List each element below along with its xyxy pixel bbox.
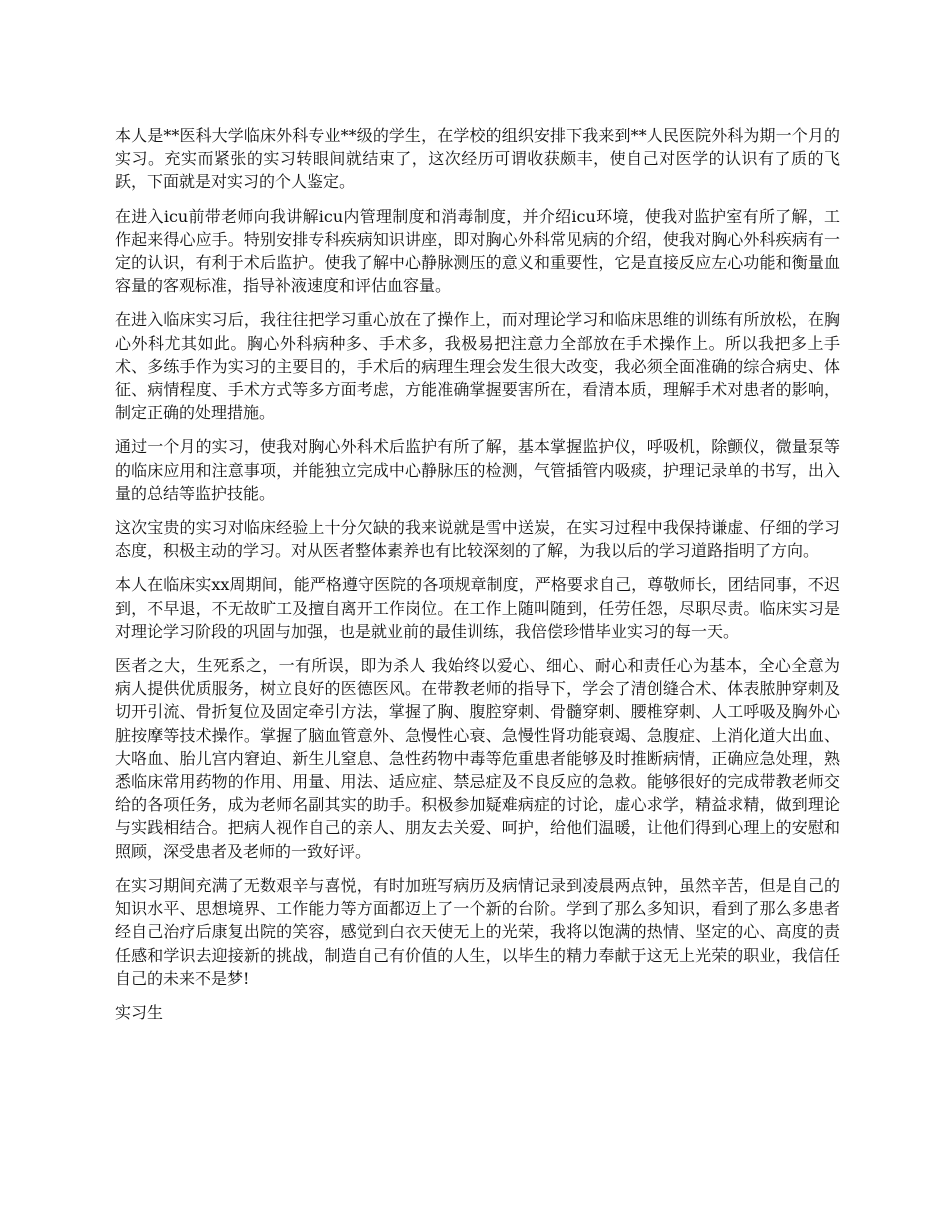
signature: 实习生 (115, 1002, 164, 1022)
paragraph-gains: 这次宝贵的实习对临床经验上十分欠缺的我来说就是雪中送炭，在实习过程中我保持谦虚、仔细的学习态度，积极主动的学习。对从医者整体素养也有比较深刻的了解，为我以后的学习道路指明了方向。 (115, 518, 840, 561)
paragraph-conclusion: 在实习期间充满了无数艰辛与喜悦，有时加班写病历及病情记录到凌晨两点钟，虽然辛苦，但是自己的知识水平、思想境界、工作能力等方面都迈上了一个新的台阶。学到了那么多知识，看到了那么多患者经自己治疗后康复出院的笑容，感觉到白衣天使无上的光荣，我将以饱满的热情、坚定的心、高度的责任感和学识去迎接新的挑战，制造自己有价值的人生，以毕生的精力奉献于这无上光荣的职业，我信任自己的未来不是梦! (115, 875, 840, 988)
paragraph-intro: 本人是**医科大学临床外科专业**级的学生，在学校的组织安排下我来到**人民医院外科为期一个月的实习。充实而紧张的实习转眼间就结束了，这次经历可谓收获颇丰，使自己对医学的认识有了质的飞跃，下面就是对实习的个人鉴定。 (115, 126, 840, 192)
paragraph-monitoring-skills: 通过一个月的实习，使我对胸心外科术后监护有所了解，基本掌握监护仪，呼吸机，除颤仪，微量泵等的临床应用和注意事项，并能独立完成中心静脉压的检测，气管插管内吸痰，护理记录单的书写，出入量的总结等监护技能。 (115, 437, 840, 503)
paragraph-medical-ethics: 医者之大，生死系之，一有所误，即为杀人 我始终以爱心、细心、耐心和责任心为基本，全心全意为病人提供优质服务，树立良好的医德医风。在带教老师的指导下，学会了清创缝合术、体表脓肿穿刺及切开引流、骨折复位及固定牵引方法，掌握了胸、腹腔穿刺、骨髓穿刺、腰椎穿刺、人工呼吸及胸外心脏按摩等技术操作。掌握了脑血管意外、急慢性心衰、急慢性肾功能衰竭、急腹症、上消化道大出血、大咯血、胎儿宫内窘迫、新生儿窒息、急性药物中毒等危重患者能够及时推断病情，正确应急处理，熟悉临床常用药物的作用、用量、用法、适应症、禁忌症及不良反应的急救。能够很好的完成带教老师交给的各项任务，成为老师名副其实的助手。积极参加疑难病症的讨论，虚心求学，精益求精，做到理论与实践相结合。把病人视作自己的亲人、朋友去关爱、呵护，给他们温暖，让他们得到心理上的安慰和照顾，深受患者及老师的一致好评。 (115, 656, 840, 861)
paragraph-clinical-practice: 在进入临床实习后，我往往把学习重心放在了操作上，而对理论学习和临床思维的训练有所放松，在胸心外科尤其如此。胸心外科病种多、手术多，我极易把注意力全部放在手术操作上。所以我把多上手术、多练手作为实习的主要目的，手术后的病理生理会发生很大改变，我必须全面准确的综合病史、体征、病情程度、手术方式等多方面考虑，方能准确掌握要害所在，看清本质，理解手术对患者的影响，制定正确的处理措施。 (115, 310, 840, 423)
document-body (115, 124, 840, 1024)
paragraph-discipline: 本人在临床实xx周期间，能严格遵守医院的各项规章制度，严格要求自己，尊敬师长，团结同事，不迟到，不早退，不无故旷工及擅自离开工作岗位。在工作上随叫随到，任劳任怨，尽职尽责。临床实习是对理论学习阶段的巩固与加强，也是就业前的最佳训练，我倍偿珍惜毕业实习的每一天。 (115, 575, 840, 641)
paragraph-icu: 在进入icu前带老师向我讲解icu内管理制度和消毒制度，并介绍icu环境，使我对监护室有所了解，工作起来得心应手。特别安排专科疾病知识讲座，即对胸心外科常见病的介绍，使我对胸心外科疾病有一定的认识，有利于术后监护。使我了解中心静脉测压的意义和重要性，它是直接反应左心功能和衡量血容量的客观标准，指导补液速度和评估血容量。 (115, 206, 840, 296)
